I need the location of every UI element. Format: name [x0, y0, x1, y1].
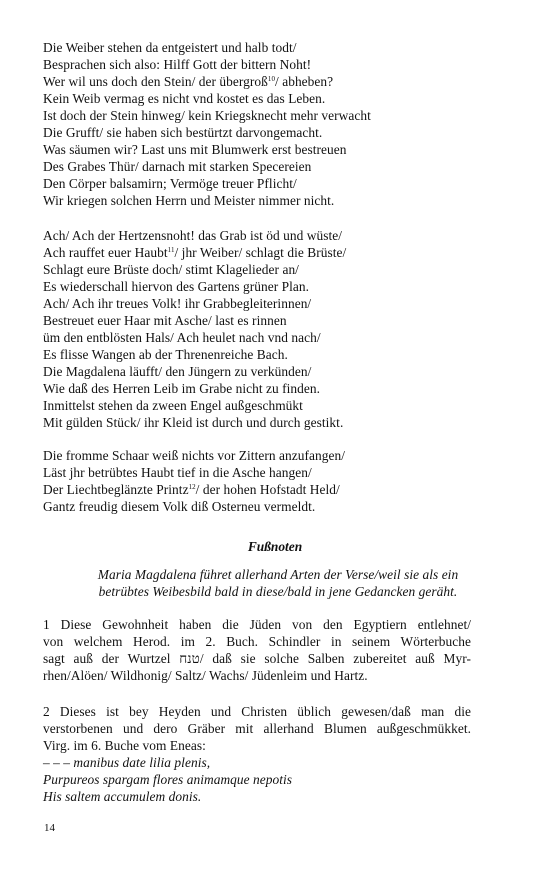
footnote-motto — [43, 566, 513, 600]
footnote-2 — [43, 703, 471, 805]
footnote-marker: 11 — [167, 246, 175, 254]
poem-line-text: Inmittelst stehen da zween Engel außgeschmükt — [43, 398, 303, 413]
poem-line — [43, 158, 513, 175]
poem-line-text: Mit gülden Stück/ ihr Kleid ist durch und durch gestikt. — [43, 415, 344, 430]
poem-line-text: Gantz freudig diesem Volk diß Osterneu vermeldt. — [43, 499, 316, 514]
poem-line-text: Des Grabes Thür/ darnach mit starken Specereien — [43, 159, 312, 174]
poem-line — [43, 481, 513, 498]
motto-line: betrübtes Weibesbild bald in diese/bald in jene Gedancken geräht. — [98, 584, 458, 599]
poem-line — [43, 192, 513, 209]
poem-line-text: Kein Weib vermag es nicht vnd kostet es das Leben. — [43, 91, 326, 106]
poem-line — [43, 329, 513, 346]
poem-line-text: / abheben? — [275, 74, 334, 89]
poem-line — [43, 175, 513, 192]
footnote-line: von welchem Herod. im 2. Buch. Schindler in seinem Wörterbuche — [43, 634, 471, 649]
poem-line — [43, 414, 513, 431]
footnote-line: 1 Diese Gewohnheit haben die Jüden von den Egyptiern entlehnet/ — [43, 617, 471, 632]
poem-line-text: Wie daß des Herren Leib im Grabe nicht zu finden. — [43, 381, 321, 396]
poem-line-text: Wer wil uns doch den Stein/ der übergroß — [43, 74, 268, 89]
poem-line-text: Ach/ Ach ihr treues Volk! ihr Grabbegleiterinnen/ — [43, 296, 312, 311]
poem-line — [43, 363, 513, 380]
poem-line — [43, 244, 513, 261]
footnotes-heading: Fußnoten — [247, 539, 303, 554]
poem-line-text: Was säumen wir? Last uns mit Blumwerk erst bestreuen — [43, 142, 347, 157]
poem-line-text: Die fromme Schaar weiß nichts vor Zittern anzufangen/ — [43, 448, 345, 463]
poem-line-text: Bestreuet euer Haar mit Asche/ last es rinnen — [43, 313, 287, 328]
footnote-1 — [43, 616, 471, 684]
poem-line-text: Die Magdalena läufft/ den Jüngern zu verkünden/ — [43, 364, 312, 379]
poem-line — [43, 90, 513, 107]
poem-line-text: Ach/ Ach der Hertzensnoht! das Grab ist öd und wüste/ — [43, 228, 343, 243]
poem-line-text: Es flisse Wangen ab der Threnenreiche Bach. — [43, 347, 288, 362]
poem-line — [43, 498, 513, 515]
poem-stanza-2 — [43, 227, 513, 431]
poem-line — [43, 346, 513, 363]
poem-line-text: Ach rauffet euer Haubt — [43, 245, 168, 260]
poem-line — [43, 73, 513, 90]
poem-line — [43, 295, 513, 312]
poem-line-text: Besprachen sich also: Hilff Gott der bittern Noht! — [43, 57, 312, 72]
footnote-line: sagt auß der Wurtzel טנח/ daß sie solche Salben zubereitet auß Myr- — [43, 651, 471, 666]
poem-line — [43, 107, 513, 124]
poem-stanza-1 — [43, 39, 513, 209]
latin-quote-line: – – – manibus date lilia plenis, — [43, 755, 211, 770]
poem-stanza-3 — [43, 447, 513, 515]
page-number: 14 — [44, 822, 55, 834]
poem-line-text: / jhr Weiber/ schlagt die Brüste/ — [174, 245, 347, 260]
poem-line — [43, 278, 513, 295]
poem-line — [43, 380, 513, 397]
poem-line-text: üm den entblösten Hals/ Ach heulet nach vnd nach/ — [43, 330, 321, 345]
poem-line — [43, 464, 513, 481]
footnote-line: Virg. im 6. Buche vom Eneas: — [43, 738, 206, 753]
poem-line — [43, 56, 513, 73]
poem-line-text: Wir kriegen solchen Herrn und Meister nimmer nicht. — [43, 193, 335, 208]
latin-quote-line: Purpureos spargam flores animamque nepotis — [43, 772, 293, 787]
poem-line-text: / der hohen Hofstadt Held/ — [195, 482, 340, 497]
poem-line-text: Ist doch der Stein hinweg/ kein Kriegsknecht mehr verwacht — [43, 108, 371, 123]
poem-line — [43, 227, 513, 244]
footnote-marker: 12 — [188, 483, 196, 491]
footnote-line: rhen/Alöen/ Wildhonig/ Saltz/ Wachs/ Jüdenleim und Hartz. — [43, 668, 368, 683]
footnote-line: 2 Dieses ist bey Heyden und Christen üblich gewesen/daß man die — [43, 704, 471, 719]
poem-line — [43, 261, 513, 278]
footnote-marker: 10 — [267, 75, 276, 83]
poem-line-text: Der Liechtbeglänzte Printz — [43, 482, 189, 497]
poem-line — [43, 141, 513, 158]
poem-line — [43, 397, 513, 414]
poem-line — [43, 124, 513, 141]
poem-line — [43, 39, 513, 56]
poem-line-text: Die Grufft/ sie haben sich bestürtzt darvongemacht. — [43, 125, 323, 140]
poem-line-text: Schlagt eure Brüste doch/ stimt Klagelieder an/ — [43, 262, 299, 277]
poem-line-text: Läst jhr betrübtes Haubt tief in die Asche hangen/ — [43, 465, 312, 480]
poem-line — [43, 447, 513, 464]
latin-quote-line: His saltem accumulem donis. — [43, 789, 202, 804]
poem-line — [43, 312, 513, 329]
motto-line: Maria Magdalena führet allerhand Arten der Verse/weil sie als ein — [97, 567, 459, 582]
poem-line-text: Die Weiber stehen da entgeistert und halb todt/ — [43, 40, 297, 55]
poem-line-text: Den Cörper balsamirn; Vermöge treuer Pflicht/ — [43, 176, 297, 191]
footnote-line: verstorbenen und dero Gräber mit allerhand Blumen außgeschmükket. — [43, 721, 471, 736]
poem-line-text: Es wiederschall hiervon des Gartens grüner Plan. — [43, 279, 310, 294]
